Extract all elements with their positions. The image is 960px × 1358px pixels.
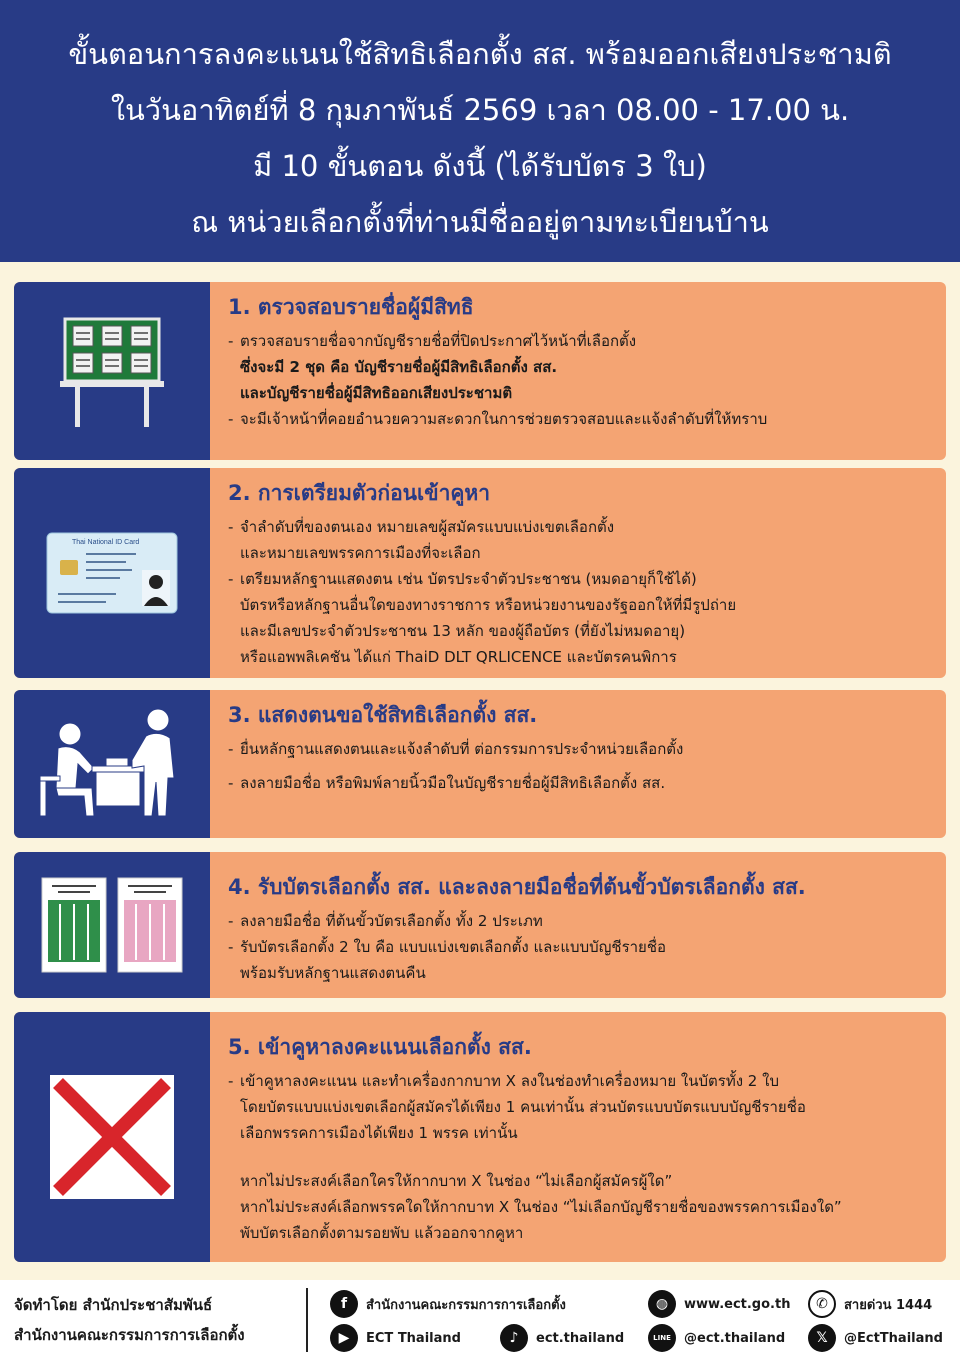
step-5-title: 5. เข้าคูหาลงคะแนนเลือกตั้ง สส. [228,1035,532,1059]
contact-hotline-label: สายด่วน 1444 [844,1297,933,1313]
phone-icon: ✆ [808,1290,836,1318]
line-icon: LINE [648,1324,676,1352]
contact-website[interactable] [648,1289,790,1319]
step-2-content [210,468,946,678]
step-5-notes [228,1168,934,1246]
step-3-content [210,690,946,838]
header-title: ขั้นตอนการลงคะแนนใช้สิทธิเลือกตั้ง สส. พร้อมออกเสียงประชามติ [68,37,892,71]
header-banner [0,0,960,262]
step-3-title: 3. แสดงตนขอใช้สิทธิเลือกตั้ง สส. [228,703,538,727]
step-1-title: 1. ตรวจสอบรายชื่อผู้มีสิทธิ [228,295,474,319]
footer-org-line-2: สำนักงานคณะกรรมการการเลือกตั้ง [14,1326,245,1344]
id-card-icon [46,532,178,614]
step-5-note-3: พับบัตรเลือกตั้งตามรอยพับ แล้วออกจากคูหา [240,1224,524,1242]
step-1-item-1: - ตรวจสอบรายชื่อจากบัญชีรายชื่อที่ปิดประกาศไว้หน้าที่เลือกตั้ง ซึ่งจะมี 2 ชุด คือ บัญชีรายชื่อผู้มีสิทธิเลือกตั้ง สส. และบัญชีรายชื่อผู้มีสิทธิออกเสียงประชามติ [228,328,934,406]
contact-x-label: @EctThailand [844,1330,943,1346]
contact-line-label: @ect.thailand [684,1330,786,1346]
x-twitter-icon: 𝕏 [808,1324,836,1352]
contact-hotline[interactable] [808,1289,932,1319]
x-mark-icon [48,1073,176,1201]
header-date-time: ในวันอาทิตย์ที่ 8 กุมภาพันธ์ 2569 เวลา 08.00 - 17.00 น. [110,93,850,127]
step-4-image [14,852,210,998]
step-5-item-1: - เข้าคูหาลงคะแนน และทำเครื่องกากบาท X ลงในช่องทำเครื่องหมาย ในบัตรทั้ง 2 ใบ โดยบัตรแบบแบ่งเขตเลือกผู้สมัครได้เพียง 1 คนเท่านั้น ส่วนบัตรแบบบัตรแบบบัญชีรายชื่อ เลือกพรรคการเมืองได้เพียง 1 พรรค เท่านั้น [228,1068,934,1146]
contact-website-label: www.ect.go.th [684,1296,791,1312]
header-step-count: มี 10 ขั้นตอน ดังนี้ (ได้รับบัตร 3 ใบ) [253,149,707,183]
step-4-content [210,852,946,998]
contact-x[interactable] [808,1323,943,1353]
contact-facebook[interactable] [330,1289,566,1319]
step-2-item-2: - เตรียมหลักฐานแสดงตน เช่น บัตรประจำตัวประชาชน (หมดอายุก็ใช้ได้) บัตรหรือหลักฐานอื่นใดของทางราชการ หรือหน่วยงานของรัฐออกให้ที่มีรูปถ่าย และมีเลขประจำตัวประชาชน 13 หลัก ของผู้ถือบัตร (ที่ยังไม่หมดอายุ) หรือแอพพลิเคชัน ได้แก่ ThaiD DLT QRLICENCE และบัตรคนพิการ [228,566,934,670]
contact-facebook-label: สำนักงานคณะกรรมการการเลือกตั้ง [366,1297,566,1313]
web-globe-icon: ◍ [648,1290,676,1318]
facebook-icon: f [330,1290,358,1318]
contact-tiktok[interactable] [500,1323,624,1353]
step-5-card [14,1012,946,1262]
footer [0,1280,960,1358]
step-1-card [14,282,946,460]
header-location: ณ หน่วยเลือกตั้งที่ท่านมีชื่ออยู่ตามทะเบียนบ้าน [191,205,769,239]
step-1-image [14,282,210,460]
ballot-papers-icon [40,876,184,974]
step-1-item-2: - จะมีเจ้าหน้าที่คอยอำนวยความสะดวกในการช่วยตรวจสอบและแจ้งลำดับที่ให้ทราบ [228,406,934,432]
contact-youtube-label: ECT Thailand [366,1330,461,1346]
footer-divider [306,1288,308,1352]
id-card-title: Thai National ID Card [72,539,140,546]
step-3-image [14,690,210,838]
step-2-item-1: - จำลำดับที่ของตนเอง หมายเลขผู้สมัครแบบแบ่งเขตเลือกตั้ง และหมายเลขพรรคการเมืองที่จะเลือก [228,514,934,566]
step-4-title: 4. รับบัตรเลือกตั้ง สส. และลงลายมือชื่อที่ต้นขั้วบัตรเลือกตั้ง สส. [228,875,806,899]
step-5-note-2: หากไม่ประสงค์เลือกพรรคใดให้กากบาท X ในช่อง “ไม่เลือกบัญชีรายชื่อของพรรคการเมืองใด” [240,1198,842,1216]
step-2-image [14,468,210,678]
voter-at-desk-icon [32,706,192,822]
contact-youtube[interactable] [330,1323,461,1353]
step-3-card [14,690,946,838]
step-5-content [210,1012,946,1262]
step-5-image [14,1012,210,1262]
step-3-item-1: - ยื่นหลักฐานแสดงตนและแจ้งลำดับที่ ต่อกรรมการประจำหน่วยเลือกตั้ง [228,736,934,762]
step-5-note-1: หากไม่ประสงค์เลือกใครให้กากบาท X ในช่อง “ไม่เลือกผู้สมัครผู้ใด” [240,1172,673,1190]
contact-line[interactable] [648,1323,785,1353]
contact-tiktok-label: ect.thailand [536,1330,625,1346]
step-1-content [210,282,946,460]
step-4-card [14,852,946,998]
voter-list-board-icon [57,311,167,431]
step-2-title: 2. การเตรียมตัวก่อนเข้าคูหา [228,481,491,505]
step-4-item-1: - ลงลายมือชื่อ ที่ต้นขั้วบัตรเลือกตั้ง ทั้ง 2 ประเภท [228,908,934,934]
tiktok-icon: ♪ [500,1324,528,1352]
footer-org-line-1: จัดทำโดย สำนักประชาสัมพันธ์ [14,1296,213,1314]
step-2-card [14,468,946,678]
footer-org [14,1290,245,1350]
step-3-item-2: - ลงลายมือชื่อ หรือพิมพ์ลายนิ้วมือในบัญชีรายชื่อผู้มีสิทธิเลือกตั้ง สส. [228,770,934,796]
youtube-icon: ▶ [330,1324,358,1352]
step-4-item-2: - รับบัตรเลือกตั้ง 2 ใบ คือ แบบแบ่งเขตเลือกตั้ง และแบบบัญชีรายชื่อ พร้อมรับหลักฐานแสดงตนคืน [228,934,934,986]
